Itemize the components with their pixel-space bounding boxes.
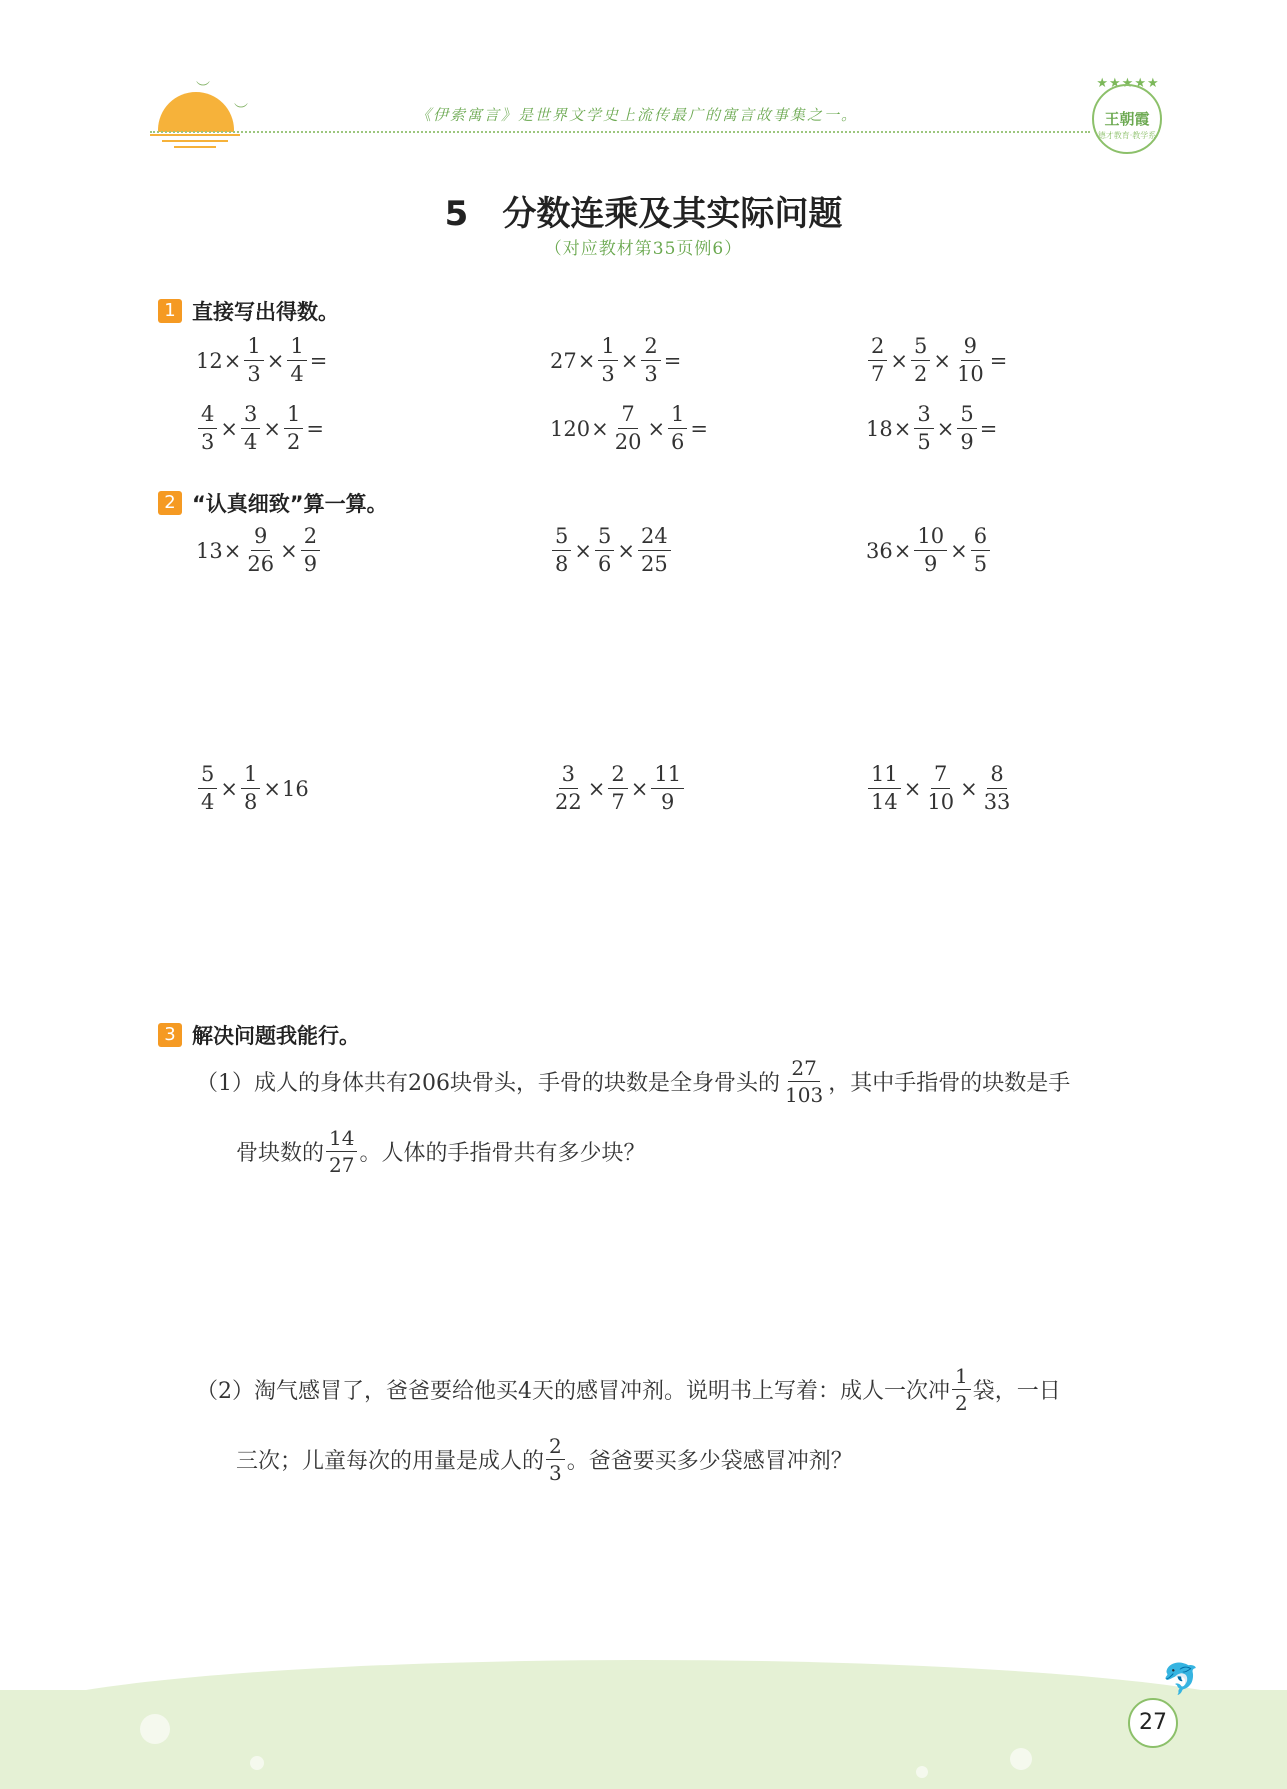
bird-icon: ︶ xyxy=(196,81,210,97)
exercise-1e: 120 × $\frac{7}{20}$ × $\frac{1}{6}$ = xyxy=(550,402,709,454)
section-3-heading xyxy=(158,1020,360,1050)
sun-wave-line xyxy=(162,140,228,142)
author-badge xyxy=(1092,84,1162,154)
lesson-title: 分数连乘及其实际问题 xyxy=(502,194,843,234)
bubble-decoration xyxy=(140,1714,170,1744)
exercise-2b: $\frac{5}{8}$ × $\frac{5}{6}$ × $\frac{24}{25}$ xyxy=(550,526,673,575)
header-divider xyxy=(150,131,1090,133)
page-number: 27 xyxy=(1128,1698,1178,1748)
exercise-1f: 18 × $\frac{3}{5}$ × $\frac{5}{9}$ = xyxy=(866,402,998,454)
dolphin-icon: 🐬 xyxy=(1162,1662,1200,1697)
stars-icon: ★★★★★ xyxy=(1096,76,1160,91)
section-label: “认真细致”算一算。 xyxy=(192,492,388,516)
exercise-1b: 27 × $\frac{1}{3}$ × $\frac{2}{3}$ = xyxy=(550,334,682,386)
page-title xyxy=(0,186,1287,235)
section-number-badge: 3 xyxy=(158,1023,182,1047)
exercise-1a: 12 × $\frac{1}{3}$ × $\frac{1}{4}$ = xyxy=(196,334,328,386)
exercise-2e: $\frac{3}{22}$ × $\frac{2}{7}$ × $\frac{11}{9}$ xyxy=(550,764,686,813)
exercise-2f: $\frac{11}{14}$ × $\frac{7}{10}$ × $\frac{8}{33}$ xyxy=(866,764,1015,813)
exercise-2c: 36 × $\frac{10}{9}$ × $\frac{6}{5}$ xyxy=(866,526,992,575)
bird-icon: ︶ xyxy=(234,103,248,119)
exercise-2d: $\frac{5}{4}$ × $\frac{1}{8}$ × 16 xyxy=(196,764,309,813)
exercise-2a: 13 × $\frac{9}{26}$ × $\frac{2}{9}$ xyxy=(196,526,322,575)
sun-wave-line xyxy=(174,146,216,148)
section-number-badge: 2 xyxy=(158,491,182,515)
header-quote: 《伊索寓言》是世界文学史上流传最广的寓言故事集之一。 xyxy=(416,106,859,124)
badge-name: 王朝霞 xyxy=(1104,110,1150,128)
problem-1-line-2: 骨块数的 $\frac{14}{27}$ 。人体的手指骨共有多少块？ xyxy=(236,1126,646,1177)
badge-subtitle: 德才教育·教学系 xyxy=(1097,131,1157,140)
lesson-number: 5 xyxy=(444,194,469,234)
bubble-decoration xyxy=(1010,1748,1032,1770)
section-2-heading xyxy=(158,488,388,518)
page-subtitle: （对应教材第35页例6） xyxy=(544,239,743,259)
bubble-decoration xyxy=(250,1756,264,1770)
exercise-1d: $\frac{4}{3}$ × $\frac{3}{4}$ × $\frac{1}{2}$ = xyxy=(196,404,325,453)
problem-1-line-1: （1）成人的身体共有206块骨头，手骨的块数是全身骨头的 $\frac{27}{103}$ ，其中手指骨的块数是手 xyxy=(196,1056,1071,1107)
section-number-badge: 1 xyxy=(158,299,182,323)
footer-band xyxy=(0,1690,1287,1789)
exercise-1c: $\frac{2}{7}$ × $\frac{5}{2}$ × $\frac{9}{10}$ = xyxy=(866,336,1008,385)
sun-wave-line xyxy=(150,134,240,136)
section-label: 解决问题我能行。 xyxy=(192,1024,360,1048)
sun-logo xyxy=(158,92,234,132)
section-1-heading xyxy=(158,296,339,326)
problem-2-line-1: （2）淘气感冒了，爸爸要给他买4天的感冒冲剂。说明书上写着：成人一次冲 $\frac{1}{2}$ 袋，一日 xyxy=(196,1364,1061,1415)
section-label: 直接写出得数。 xyxy=(192,300,339,324)
bubble-decoration xyxy=(916,1766,928,1778)
problem-2-line-2: 三次；儿童每次的用量是成人的 $\frac{2}{3}$ 。爸爸要买多少袋感冒冲剂？ xyxy=(236,1434,853,1485)
